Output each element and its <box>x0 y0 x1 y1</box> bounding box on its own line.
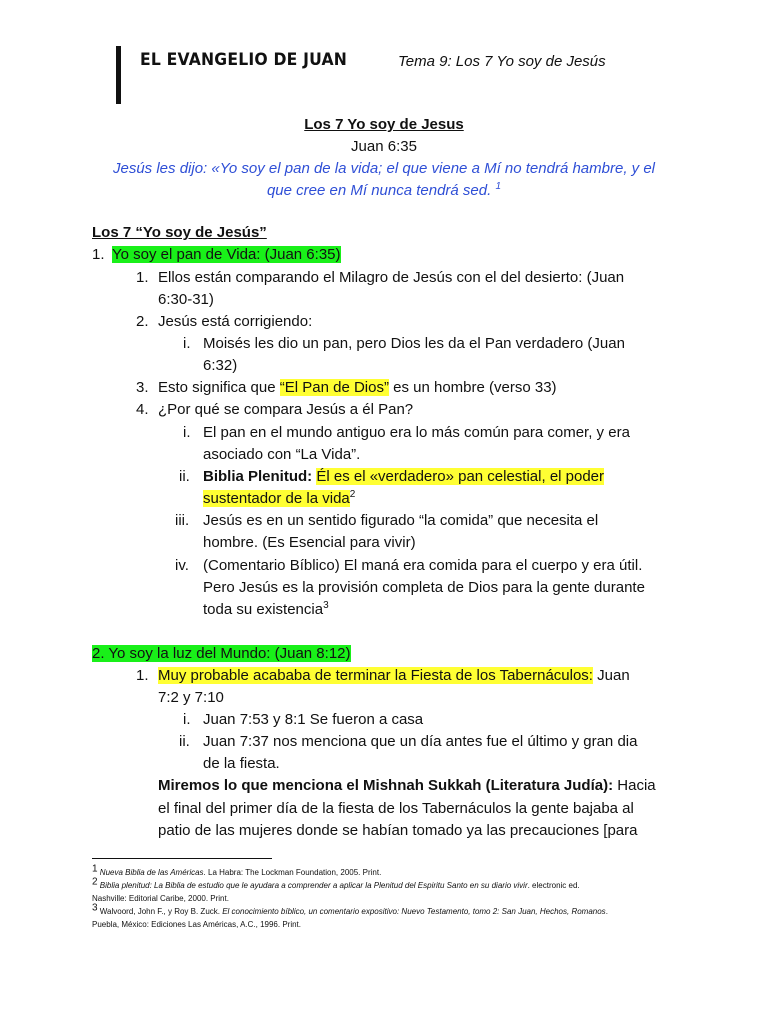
list-item-text: Muy probable acababa de terminar la Fiesta de los Tabernáculos: Juan <box>158 667 630 684</box>
list-item-text: toda su existencia$^3$ <box>203 600 329 618</box>
list-item-text: asociado con “La Vida”. <box>203 446 361 463</box>
list-number: iii. <box>175 512 190 529</box>
list-item-text: Jesús está corrigiendo: <box>158 313 313 330</box>
footnote-separator <box>92 858 272 859</box>
list-item-text: Juan 7:53 y 8:1 Se fueron a casa <box>203 711 424 728</box>
list-item-text: de la fiesta. <box>203 755 280 772</box>
footnote-3: $^3$ Walvoord, John F., y Roy B. Zuck. El conocimiento bíblico, un comentario expositivo: Nuevo Testamento, tomo 2: San Juan, Hechos, Romanos. <box>92 902 608 916</box>
list-item-text: Jesús es en un sentido figurado “la comida” que necesita el <box>203 512 599 529</box>
list-item-text: Moisés les dio un pan, pero Dios les da el Pan verdadero (Juan <box>203 335 625 352</box>
list-item-text: Biblia Plenitud: Él es el «verdadero» pan celestial, el poder <box>203 468 605 485</box>
footnote-2: $^2$ Biblia plenitud: La Biblia de estudio que le ayudara a comprender a aplicar la Plenitud del Espiritu Santo en su diario vivir. electronic ed. <box>92 876 580 890</box>
item-2-title: 2. Yo soy la luz del Mundo: (Juan 8:12) <box>92 645 351 662</box>
paragraph-text: Miremos lo que menciona el Mishnah Sukkah (Literatura Judía): Hacia <box>158 777 656 794</box>
item-1-title: Yo soy el pan de Vida: (Juan 6:35) <box>112 246 341 263</box>
list-number: 1. <box>92 246 105 263</box>
list-number: i. <box>183 424 191 441</box>
list-item-text: 6:32) <box>203 357 238 374</box>
footnote-ref-2[interactable]: 2 <box>349 489 356 500</box>
topic-title: Tema 9: Los 7 Yo soy de Jesús <box>398 53 606 70</box>
list-item-text <box>203 488 355 510</box>
list-number: 3. <box>136 379 149 396</box>
list-number: i. <box>183 335 191 352</box>
list-number: 2. <box>136 313 149 330</box>
list-item-text: Juan 7:37 nos menciona que un día antes fue el último y gran dia <box>203 733 638 750</box>
quote-line-1: Jesús les dijo: «Yo soy el pan de la vida; el que viene a Mí no tendrá hambre, y el <box>113 160 655 177</box>
document-title: Los 7 Yo soy de Jesus <box>304 116 464 133</box>
list-item-text: 7:2 y 7:10 <box>158 689 224 706</box>
list-item-text: (Comentario Bíblico) El maná era comida para el cuerpo y era útil. <box>203 557 643 574</box>
series-title: EL EVANGELIO DE JUAN <box>140 50 348 70</box>
paragraph-text: patio de las mujeres donde se habían tomado ya las precauciones [para <box>158 822 638 839</box>
scripture-reference: Juan 6:35 <box>351 138 417 155</box>
list-number: 4. <box>136 401 149 418</box>
footnote-3-continued: Puebla, México: Ediciones Las Américas, A.C., 1996. Print. <box>92 920 301 929</box>
list-number: iv. <box>175 557 189 574</box>
highlight: Él es el «verdadero» pan celestial, el poder <box>316 468 605 485</box>
list-number: ii. <box>179 733 190 750</box>
header-vertical-bar <box>116 46 121 104</box>
paragraph-text: el final del primer día de la fiesta de los Tabernáculos la gente bajaba al <box>158 800 634 817</box>
highlight: sustentador de la vida <box>203 490 350 507</box>
highlight: “El Pan de Dios” <box>279 379 389 396</box>
list-item-text: 6:30-31) <box>158 291 214 308</box>
list-item-text: Ellos están comparando el Milagro de Jesús con el del desierto: (Juan <box>158 269 625 286</box>
list-number: ii. <box>179 468 190 485</box>
scripture-quote <box>92 158 676 202</box>
footnote-2-continued: Nashville: Editorial Caribe, 2000. Print. <box>92 894 229 903</box>
list-item-text: El pan en el mundo antiguo era lo más común para comer, y era <box>203 424 630 441</box>
list-item-text: hombre. (Es Esencial para vivir) <box>203 534 416 551</box>
highlight: Muy probable acababa de terminar la Fiesta de los Tabernáculos: <box>158 667 593 684</box>
footnote-1: $^1$ Nueva Biblia de las Américas. La Habra: The Lockman Foundation, 2005. Print. <box>92 863 382 877</box>
section-heading: Los 7 “Yo soy de Jesús” <box>92 224 267 241</box>
list-number: i. <box>183 711 191 728</box>
list-item-text: ¿Por qué se compara Jesús a él Pan? <box>158 401 414 418</box>
footnote-ref-3[interactable]: 3 <box>323 600 329 611</box>
quote-line-2: que cree en Mí nunca tendrá sed. <box>266 182 492 199</box>
list-number: 1. <box>136 667 149 684</box>
list-item-text: Pero Jesús es la provisión completa de Dios para la gente durante <box>203 579 645 596</box>
footnote-ref-1[interactable]: 1 <box>495 181 502 192</box>
list-item-text: Esto significa que “El Pan de Dios” es un hombre (verso 33) <box>158 379 557 396</box>
list-number: 1. <box>136 269 149 286</box>
